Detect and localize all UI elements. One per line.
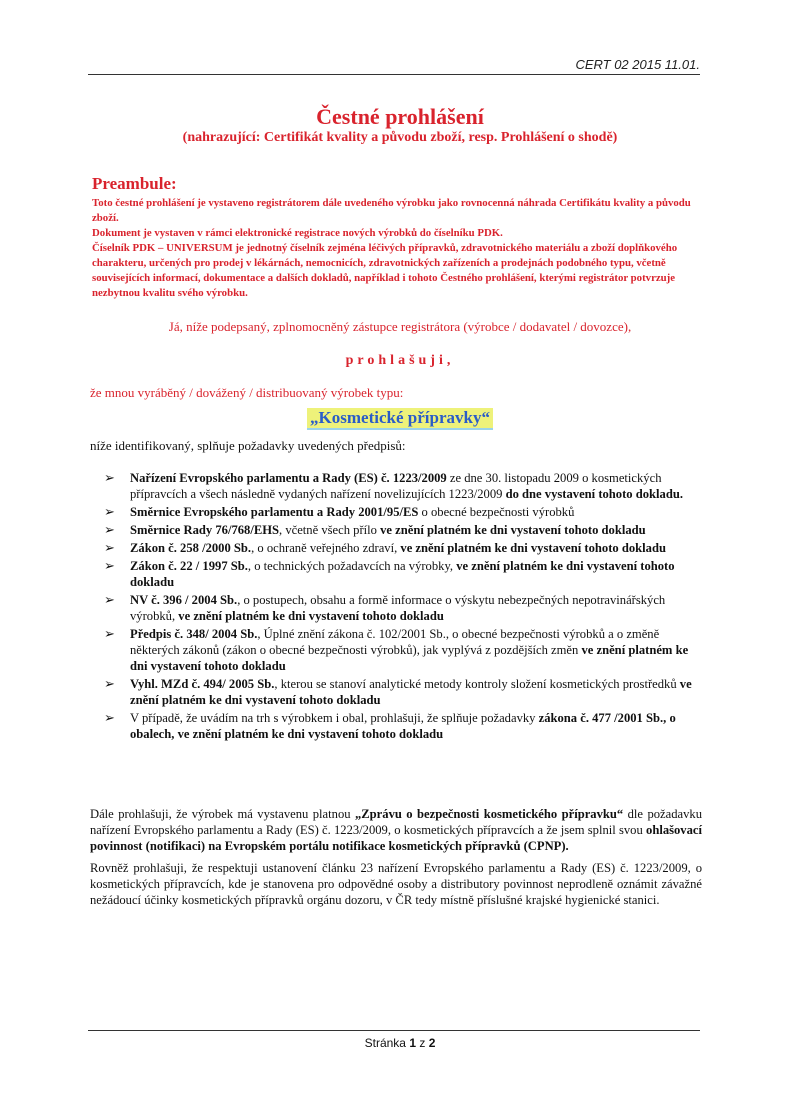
- product-type: [0, 408, 800, 430]
- regulation-item: ➢ Vyhl. MZd č. 494/ 2005 Sb., kterou se stanoví analytické metody kontroly složení kosmetických prostředků ve znění platném ke dni vystavení tohoto dokladu: [104, 676, 692, 707]
- regulation-item: ➢ Předpis č. 348/ 2004 Sb., Úplné znění zákona č. 102/2001 Sb., o obecné bezpečnosti výrobků a o změně některých zákonů (zákon o obecné bezpečnosti výrobků), jak vyplývá z pozdějších změn ve znění platném ke dni vystavení tohoto dokladu: [104, 626, 689, 673]
- document-code: CERT 02 2015 11.01.: [575, 57, 700, 72]
- regulation-item: ➢ Nařízení Evropského parlamentu a Rady (ES) č. 1223/2009 ze dne 30. listopadu 2009 o kosmetických přípravcích a všech následně vydaných nařízení novelizujících 1223/2009 do dne vystavení tohoto dokladu.: [104, 470, 684, 501]
- page-number: 1: [409, 1036, 416, 1050]
- page-footer: [0, 1036, 800, 1050]
- preamble-paragraph: Číselník PDK – UNIVERSUM je jednotný číselník zejména léčivých přípravků, zdravotnického materiálu a zboží doplňkového charakteru, určených pro prodej v lékárnách, nemocnicích, zdravotnických zařízeních a prodejnách podobného typu, včetně souvisejících informací, dokumentace a dalších dokladů, například i tohoto Čestného prohlášení, kterými registrátor potvrzuje nezbytnou kvalitu svého výrobku.: [92, 242, 678, 299]
- page-label: Stránka: [364, 1036, 406, 1050]
- header-divider: [88, 74, 700, 75]
- regulations-list: [104, 470, 704, 744]
- regulation-item: ➢ Zákon č. 22 / 1997 Sb., o technických požadavcích na výrobky, ve znění platném ke dni vystavení tohoto dokladu: [104, 558, 675, 589]
- arrow-bullet-icon: ➢: [104, 504, 115, 519]
- page-total: 2: [428, 1036, 436, 1050]
- document-subtitle: (nahrazující: Certifikát kvality a původu zboží, resp. Prohlášení o shodě): [182, 130, 618, 145]
- product-type-label: „Kosmetické přípravky“: [307, 408, 493, 430]
- arrow-bullet-icon: ➢: [104, 470, 115, 485]
- product-intro-line: že mnou vyráběný / dovážený / distribuovaný výrobek typu:: [90, 385, 404, 400]
- preamble-paragraph: Dokument je vystaven v rámci elektronické registrace nových výrobků do číselníku PDK.: [92, 227, 503, 239]
- arrow-bullet-icon: ➢: [104, 558, 115, 573]
- arrow-bullet-icon: ➢: [104, 710, 115, 725]
- regulation-item: ➢ Směrnice Rady 76/768/EHS, včetně všech přílo ve znění platném ke dni vystavení tohoto dokladu: [104, 522, 646, 537]
- regulation-item: ➢ V případě, že uvádím na trh s výrobkem i obal, prohlašuji, že splňuje požadavky zákona č. 477 /2001 Sb., o obalech, ve znění platném ke dni vystavení tohoto dokladu: [104, 710, 676, 741]
- closing-paragraph-2: Rovněž prohlašuji, že respektuji ustanovení článku 23 nařízení Evropského parlamentu a Rady (ES) č. 1223/2009, o kosmetických přípravcích, kde je stanovena pro odpovědné osoby a distributory povinnost neprodleně oznámit závažné nežádoucí účinky kosmetických přípravků orgánu dozoru, v ČR tedy místně příslušné krajské hygienické stanici.: [90, 861, 702, 907]
- closing-text: [90, 806, 702, 914]
- footer-divider: [88, 1030, 700, 1031]
- declarant-line: Já, níže podepsaný, zplnomocněný zástupce registrátora (výrobce / dodavatel / dovozce),: [168, 319, 632, 334]
- regulation-item: ➢ NV č. 396 / 2004 Sb., o postupech, obsahu a formě informace o výskytu nebezpečných nepotravinářských výrobků, ve znění platném ke dni vystavení tohoto dokladu: [104, 592, 666, 623]
- arrow-bullet-icon: ➢: [104, 522, 115, 537]
- declare-word: prohlašuji,: [345, 353, 455, 368]
- preamble-paragraph: Toto čestné prohlášení je vystaveno registrátorem dále uvedeného výrobku jako rovnocenná náhrada Certifikátu kvality a původu zboží.: [92, 197, 691, 224]
- arrow-bullet-icon: ➢: [104, 676, 115, 691]
- compliance-line: níže identifikovaný, splňuje požadavky uvedených předpisů:: [90, 438, 406, 453]
- preamble-text: [92, 196, 712, 301]
- page-of: z: [419, 1036, 426, 1050]
- arrow-bullet-icon: ➢: [104, 540, 115, 555]
- arrow-bullet-icon: ➢: [104, 626, 115, 641]
- document-title: Čestné prohlášení: [316, 104, 484, 129]
- regulation-item: ➢ Zákon č. 258 /2000 Sb., o ochraně veřejného zdraví, ve znění platném ke dni vystavení tohoto dokladu: [104, 540, 666, 555]
- closing-paragraph-1: Dále prohlašuji, že výrobek má vystavenu platnou „Zprávu o bezpečnosti kosmetického přípravku“ dle požadavku nařízení Evropského parlamentu a Rady (ES) č. 1223/2009, o kosmetických přípravcích a že jsem splnil svou ohlašovací povinnost (notifikaci) na Evropském portálu notifikace kosmetických přípravků (CPNP).: [90, 807, 702, 853]
- preamble-heading: Preambule:: [92, 174, 177, 193]
- arrow-bullet-icon: ➢: [104, 592, 115, 607]
- regulation-item: ➢ Směrnice Evropského parlamentu a Rady 2001/95/ES o obecné bezpečnosti výrobků: [104, 504, 575, 519]
